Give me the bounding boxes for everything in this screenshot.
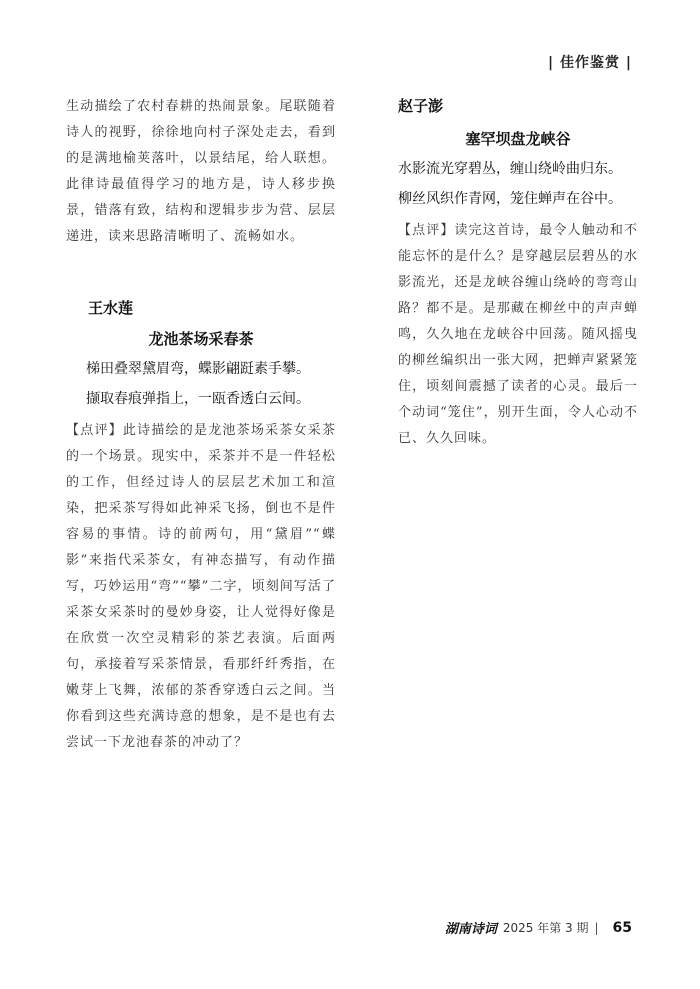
poem-line: 梯田叠翠黛眉弯，蝶影翩跹素手攀。 bbox=[86, 361, 310, 377]
magazine-logo: 湖南诗词 bbox=[444, 922, 497, 937]
commentary-paragraph: 【点评】读完这首诗，最令人触动和不能忘怀的是什么？是穿越层层碧丛的水影流光，还是龙峡谷缠山绕岭的弯弯山路？都不是。是那藏在柳丝中的声声蝉鸣，久久地在龙峡谷中回荡。随风摇曳的柳丝编织出一张大网，把蝉声紧紧笼住，顷刻间震撼了读者的心灵。最后一个动词“笼住”，别开生面，令人心动不已、久久回味。 bbox=[398, 223, 638, 446]
page-footer bbox=[445, 918, 632, 937]
section-label: | 佳作鉴赏 | bbox=[548, 55, 632, 71]
poet-name: 王水莲 bbox=[88, 299, 134, 317]
commentary-paragraph: 【点评】此诗描绘的是龙池茶场采茶女采茶的一个场景。现实中，采茶并不是一件轻松的工作，但经过诗人的层层艺术加工和渲染，把采茶写得如此神采飞扬，倒也不是件容易的事情。诗的前两句，用“黛眉”“蝶影”来指代采茶女，有神态描写，有动作描写，巧妙运用“弯”“攀”二字，顷刻间写活了采茶女采茶时的曼妙身姿，让人觉得好像是在欣赏一次空灵精彩的茶艺表演。后面两句，承接着写采茶情景，看那纤纤秀指，在嫩芽上飞舞，浓郁的茶香穿透白云之间。当你看到这些充满诗意的想象，是不是也有去尝试一下龙池春茶的冲动了？ bbox=[66, 423, 336, 750]
poem-line: 水影流光穿碧丛，缠山绕岭曲归东。 bbox=[398, 161, 622, 177]
issue-label: 2025 年第 3 期 bbox=[502, 921, 589, 935]
right-column bbox=[398, 94, 638, 452]
poet-name: 赵子澎 bbox=[398, 97, 444, 115]
page-number: 65 bbox=[612, 919, 632, 936]
poem-title: 龙池茶场采春茶 bbox=[148, 330, 254, 348]
footer-separator: | bbox=[594, 920, 599, 935]
left-column bbox=[66, 94, 336, 756]
continuation-paragraph: 生动描绘了农村春耕的热闹景象。尾联随着诗人的视野，徐徐地向村子深处走去，看到的是满地榆荚落叶，以景结尾，给人联想。此律诗最值得学习的地方是，诗人移步换景，错落有致，结构和逻辑步步为营、层层递进，读来思路清晰明了、流畅如水。 bbox=[66, 99, 336, 244]
poem-line: 柳丝风织作青网，笼住蝉声在谷中。 bbox=[398, 191, 622, 207]
poem-line: 撷取春痕弹指上，一瓯香透白云间。 bbox=[86, 391, 310, 407]
poem-title: 塞罕坝盘龙峡谷 bbox=[465, 130, 571, 148]
